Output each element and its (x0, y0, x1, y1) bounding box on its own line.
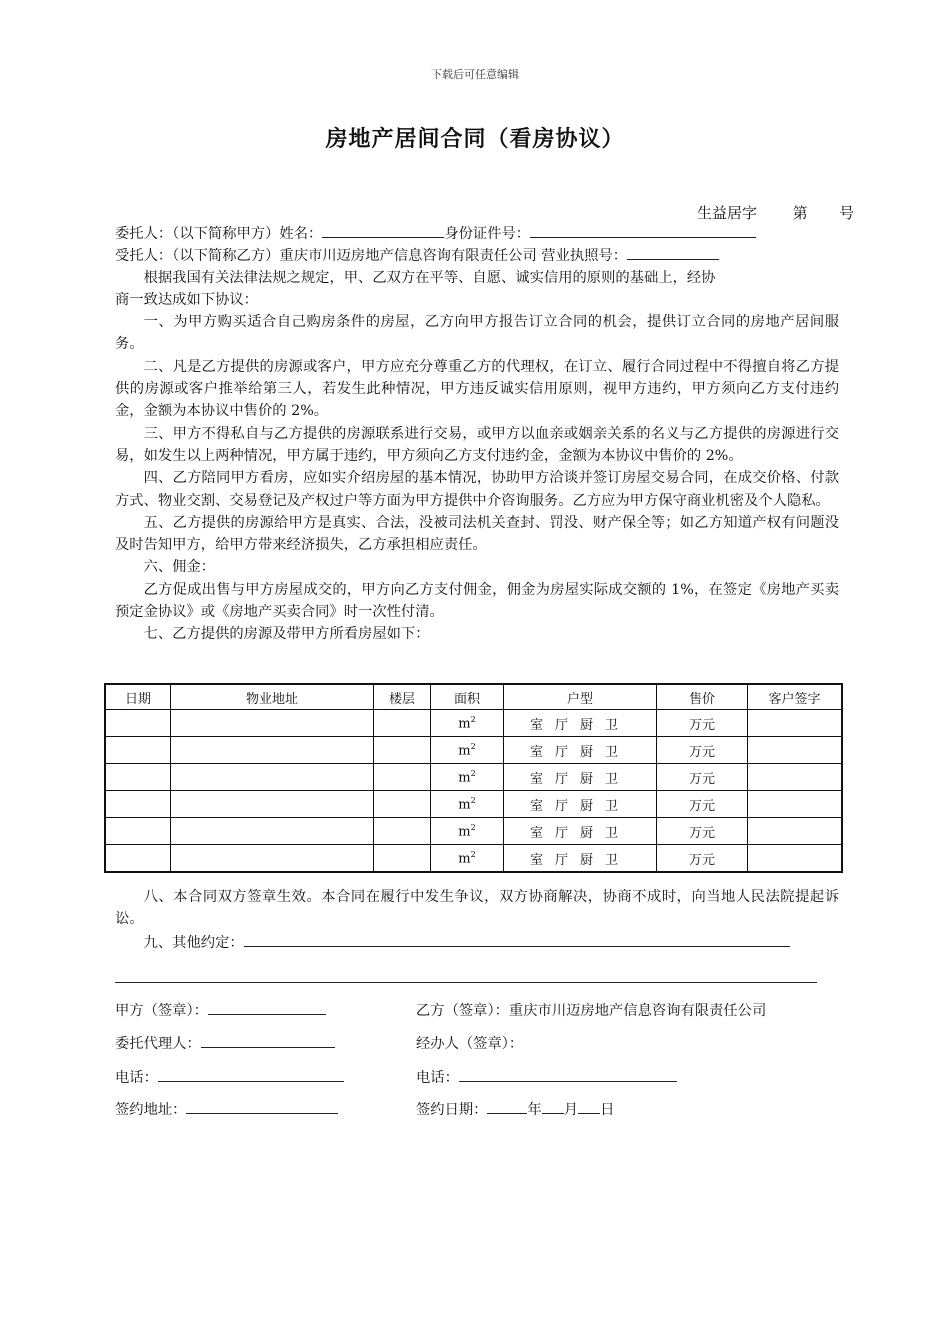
area-sup: 2 (470, 849, 476, 859)
party-a-id-label: 身份证件号： (444, 226, 531, 242)
area-unit: m (458, 851, 471, 867)
cell-signature[interactable] (748, 791, 843, 818)
clause-9-line (115, 931, 839, 953)
table-row (105, 791, 842, 818)
table-row (105, 710, 842, 737)
clause-7-title: 七、乙方提供的房源及带甲方所看房屋如下： (143, 626, 430, 643)
cell-address[interactable] (171, 710, 374, 737)
cell-layout[interactable] (504, 845, 657, 873)
cell-price[interactable] (657, 764, 748, 791)
cell-signature[interactable] (748, 764, 843, 791)
cell-floor[interactable] (374, 710, 431, 737)
sign-date (416, 1099, 614, 1119)
layout-bath: 卫 (605, 852, 619, 868)
cell-signature[interactable] (748, 845, 843, 873)
cell-layout[interactable] (504, 818, 657, 845)
agent-label: 委托代理人： (115, 1036, 201, 1052)
agent-field[interactable] (201, 1033, 335, 1048)
phone-b (416, 1067, 677, 1087)
price-unit: 万元 (688, 798, 715, 814)
layout-kitchen: 厨 (580, 798, 594, 814)
table-row (105, 818, 842, 845)
party-a-id-field[interactable] (530, 222, 756, 238)
sign-date-label: 签约日期： (416, 1102, 488, 1118)
handler-signature: 经办人（签章）： (416, 1036, 524, 1052)
price-unit: 万元 (688, 852, 715, 868)
area-sup: 2 (470, 768, 476, 778)
sign-month-label: 月 (563, 1102, 579, 1118)
clause-3: 三、甲方不得私自与乙方提供的房源联系进行交易，或甲方以血亲或姻亲关系的名义与乙方提供的房源进行交易，如发生以上两种情况，甲方属于违约，甲方须向乙方支付违约金，金额为本协议中售价的 2%。 (115, 425, 839, 464)
cell-address[interactable] (171, 764, 374, 791)
cell-layout[interactable] (504, 764, 657, 791)
table-row (105, 764, 842, 791)
layout-room: 室 (529, 852, 543, 868)
sign-day-field[interactable] (578, 1099, 600, 1114)
sign-day-label: 日 (600, 1102, 615, 1118)
cell-layout[interactable] (504, 710, 657, 737)
cell-date[interactable] (105, 737, 171, 764)
layout-hall: 厅 (554, 798, 568, 814)
party-a-signature (115, 1000, 326, 1020)
layout-room: 室 (529, 825, 543, 841)
cell-signature[interactable] (748, 737, 843, 764)
cell-signature[interactable] (748, 710, 843, 737)
doc-number-hao: 号 (839, 204, 855, 222)
cell-address[interactable] (171, 845, 374, 873)
party-a-sign-label: 甲方（签章）： (115, 1003, 208, 1019)
layout-room: 室 (529, 798, 543, 814)
header-signature: 客户签字 (748, 684, 843, 710)
clause-4: 四、乙方陪同甲方看房，应如实介绍房屋的基本情况，协助甲方洽谈并签订房屋交易合同，在成交价格、付款方式、物业交割、交易登记及产权过户等方面为甲方提供中介咨询服务。乙方应为甲方保守商业机密及个人隐私。 (115, 470, 839, 509)
cell-area[interactable] (431, 764, 504, 791)
cell-floor[interactable] (374, 845, 431, 873)
party-a-line (115, 222, 839, 244)
price-unit: 万元 (688, 717, 715, 733)
cell-date[interactable] (105, 710, 171, 737)
contract-tail (115, 886, 839, 953)
other-terms-extra-line[interactable] (115, 982, 817, 983)
price-unit: 万元 (688, 771, 715, 787)
intro-line-2: 商一致达成如下协议： (115, 291, 258, 308)
area-sup: 2 (470, 714, 476, 724)
party-a-name-field[interactable] (322, 222, 444, 238)
cell-price[interactable] (657, 818, 748, 845)
sign-address (115, 1099, 338, 1119)
area-unit: m (458, 824, 471, 840)
layout-room: 室 (529, 771, 543, 787)
cell-area[interactable] (431, 710, 504, 737)
intro-line-1: 根据我国有关法律法规之规定，甲、乙双方在平等、自愿、诚实信用的原则的基础上，经协 (143, 269, 716, 286)
phone-a-field[interactable] (158, 1067, 344, 1082)
layout-room: 室 (529, 744, 543, 760)
header-date: 日期 (105, 684, 171, 710)
header-area: 面积 (431, 684, 504, 710)
area-unit: m (458, 770, 471, 786)
cell-signature[interactable] (748, 818, 843, 845)
header-address: 物业地址 (171, 684, 374, 710)
cell-layout[interactable] (504, 737, 657, 764)
area-unit: m (458, 743, 471, 759)
property-table (104, 683, 843, 873)
sign-year-label: 年 (527, 1102, 542, 1118)
cell-area[interactable] (431, 818, 504, 845)
clause-6-body: 乙方促成出售与甲方房屋成交的，甲方向乙方支付佣金，佣金为房屋实际成交额的 1%，在签定《房地产买卖预定金协议》或《房地产买卖合同》时一次性付清。 (115, 581, 839, 621)
other-terms-field[interactable] (244, 931, 790, 947)
area-unit: m (458, 797, 471, 813)
cell-price[interactable] (657, 845, 748, 873)
clause-6-title: 六、佣金： (143, 559, 216, 576)
price-unit: 万元 (688, 744, 715, 760)
party-a-sign-field[interactable] (208, 1000, 326, 1015)
cell-floor[interactable] (374, 791, 431, 818)
cell-price[interactable] (657, 791, 748, 818)
cell-date[interactable] (105, 791, 171, 818)
clause-2: 二、凡是乙方提供的房源或客户，甲方应充分尊重乙方的代理权，在订立、履行合同过程中不得擅自将乙方提供的房源或客户推举给第三人，若发生此种情况，甲方违反诚实信用原则，视甲方违约，甲方须向乙方支付违约金，金额为本协议中售价的 2%。 (115, 358, 839, 420)
layout-kitchen: 厨 (580, 825, 594, 841)
clause-5: 五、乙方提供的房源给甲方是真实、合法，没被司法机关查封、罚没、财产保全等；如乙方知道产权有问题没及时告知甲方，给甲方带来经济损失，乙方承担相应责任。 (115, 514, 839, 554)
header-price: 售价 (657, 684, 748, 710)
phone-b-field[interactable] (459, 1067, 677, 1082)
phone-a (115, 1067, 344, 1087)
layout-hall: 厅 (554, 717, 568, 733)
cell-layout[interactable] (504, 791, 657, 818)
doc-number-di: 第 (792, 204, 808, 222)
area-unit: m (458, 716, 471, 732)
cell-address[interactable] (171, 791, 374, 818)
cell-area[interactable] (431, 791, 504, 818)
phone-b-label: 电话： (416, 1070, 459, 1086)
layout-hall: 厅 (554, 744, 568, 760)
table-header-row (105, 684, 842, 710)
layout-hall: 厅 (554, 825, 568, 841)
layout-bath: 卫 (605, 825, 619, 841)
area-sup: 2 (470, 795, 476, 805)
party-a-label: 委托人：（以下简称甲方）姓名： (115, 226, 323, 242)
layout-bath: 卫 (605, 717, 619, 733)
area-sup: 2 (470, 822, 476, 832)
cell-floor[interactable] (374, 737, 431, 764)
party-b-label: 受托人：（以下简称乙方）重庆市川迈房地产信息咨询有限责任公司 营业执照号： (115, 248, 628, 265)
doc-number (697, 202, 854, 223)
layout-bath: 卫 (605, 771, 619, 787)
cell-area[interactable] (431, 737, 504, 764)
price-unit: 万元 (688, 825, 715, 841)
cell-date[interactable] (105, 845, 171, 873)
cell-date[interactable] (105, 764, 171, 791)
page-title: 房地产居间合同（看房协议） (325, 127, 625, 152)
phone-a-label: 电话： (115, 1070, 158, 1086)
sign-month-field[interactable] (542, 1099, 564, 1114)
layout-room: 室 (529, 717, 543, 733)
sign-year-field[interactable] (487, 1099, 527, 1114)
layout-kitchen: 厨 (580, 744, 594, 760)
layout-bath: 卫 (605, 798, 619, 814)
agent-signature (115, 1033, 335, 1053)
cell-price[interactable] (657, 737, 748, 764)
cell-price[interactable] (657, 710, 748, 737)
clause-9-label: 九、其他约定： (143, 934, 244, 951)
cell-floor[interactable] (374, 764, 431, 791)
party-b-signature: 乙方（签章）：重庆市川迈房地产信息咨询有限责任公司 (416, 1003, 767, 1019)
table-row (105, 737, 842, 764)
cell-area[interactable] (431, 845, 504, 873)
doc-number-prefix: 生益居字 (697, 204, 758, 222)
cell-address[interactable] (171, 818, 374, 845)
sign-address-field[interactable] (186, 1099, 338, 1114)
header-note: 下载后可任意编辑 (431, 68, 519, 81)
table-row (105, 845, 842, 873)
sign-address-label: 签约地址： (115, 1102, 187, 1118)
license-number-field[interactable] (627, 244, 719, 260)
layout-bath: 卫 (605, 744, 619, 760)
layout-kitchen: 厨 (580, 717, 594, 733)
party-b-line (115, 244, 839, 266)
cell-address[interactable] (171, 737, 374, 764)
clause-8: 八、本合同双方签章生效。本合同在履行中发生争议，双方协商解决，协商不成时，向当地人民法院提起诉讼。 (115, 889, 839, 928)
layout-hall: 厅 (554, 771, 568, 787)
layout-hall: 厅 (554, 852, 568, 868)
header-floor: 楼层 (374, 684, 431, 710)
header-layout: 户型 (504, 684, 657, 710)
area-sup: 2 (470, 741, 476, 751)
layout-kitchen: 厨 (580, 852, 594, 868)
cell-floor[interactable] (374, 818, 431, 845)
contract-body (115, 222, 839, 646)
layout-kitchen: 厨 (580, 771, 594, 787)
clause-1: 一、为甲方购买适合自己购房条件的房屋，乙方向甲方报告订立合同的机会，提供订立合同的房地产居间服务。 (115, 314, 839, 353)
cell-date[interactable] (105, 818, 171, 845)
